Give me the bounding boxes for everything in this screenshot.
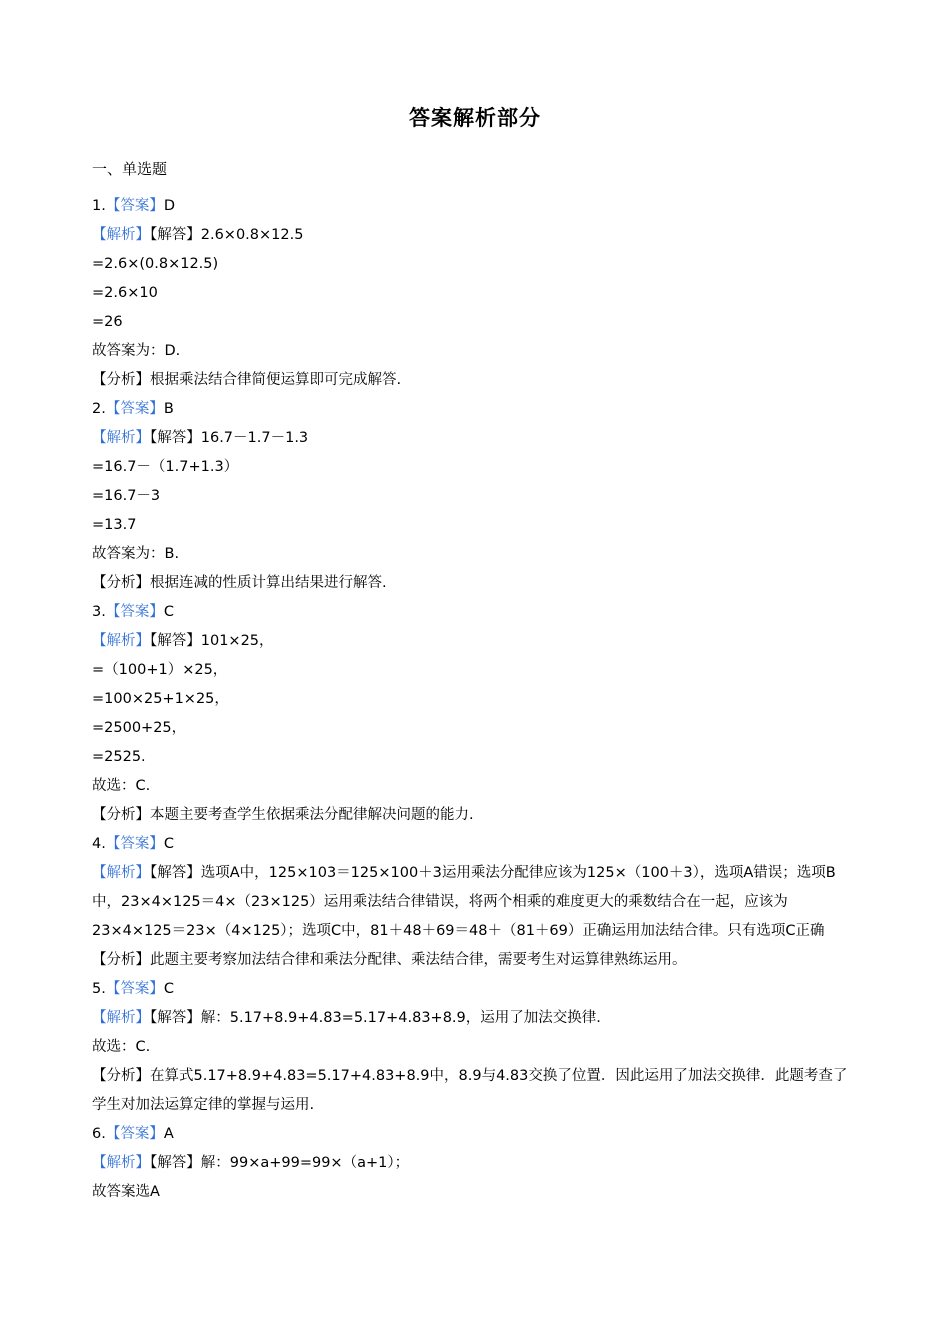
question-number: 3. [92, 604, 106, 620]
answer-line [92, 830, 852, 859]
section-heading: 一、单选题 [92, 160, 168, 178]
explanation-tag: 【解析】 [92, 633, 150, 649]
answer-line [92, 395, 852, 424]
solution-step: =2.6×10 [92, 285, 158, 301]
explanation-line [92, 424, 852, 453]
analysis-line: 【分析】本题主要考查学生依据乘法分配律解决问题的能力. [92, 807, 474, 823]
explanation-line [92, 221, 852, 250]
solution-step: 故答案选A [92, 1184, 160, 1200]
answer-value: B [163, 401, 174, 417]
question-number: 6. [92, 1126, 106, 1142]
explanation-line [92, 859, 852, 946]
solution-step: =100×25+1×25， [92, 691, 229, 707]
question-number: 4. [92, 836, 106, 852]
solution-step: 故答案为：B. [92, 546, 180, 562]
explanation-text: 【解答】选项A中，125×103＝125×100＋3运用乘法分配律应该为125×（100＋3），选项A错误；选项B中，23×4×125＝4×（23×125）运用乘法结合律错误，将两个相乘的难度更大的乘数结合在一起，应该为23×4×125＝23×（4×125）；选项C中，81＋48＋69＝48＋（81＋69）正确运用加法结合律。只有选项C正确 [92, 865, 836, 939]
solution-step: 故答案为：D. [92, 343, 181, 359]
answer-tag: 【答案】 [105, 604, 164, 620]
question-number: 1. [92, 198, 106, 214]
explanation-text: 【解答】2.6×0.8×12.5 [150, 227, 304, 243]
answer-line [92, 192, 852, 221]
solution-step: =26 [92, 314, 123, 330]
solution-step: =16.7－3 [92, 488, 161, 504]
analysis-line: 【分析】根据乘法结合律简便运算即可完成解答. [92, 372, 402, 388]
solution-step: 故选：C. [92, 778, 151, 794]
answer-content [92, 192, 852, 1207]
explanation-text: 【解答】101×25， [150, 633, 274, 649]
solution-step: 故选：C. [92, 1039, 151, 1055]
explanation-tag: 【解析】 [92, 865, 150, 881]
answer-tag: 【答案】 [105, 836, 164, 852]
answer-value: C [163, 836, 174, 852]
question-number: 5. [92, 981, 106, 997]
solution-step: =2525. [92, 749, 146, 765]
analysis-line: 【分析】此题主要考察加法结合律和乘法分配律、乘法结合律，需要考生对运算律熟练运用。 [92, 952, 687, 968]
answer-tag: 【答案】 [105, 1126, 164, 1142]
analysis-line: 【分析】在算式5.17+8.9+4.83=5.17+4.83+8.9中，8.9与4.83交换了位置．因此运用了加法交换律．此题考查了学生对加法运算定律的掌握与运用. [92, 1068, 848, 1113]
answer-value: A [163, 1126, 174, 1142]
answer-tag: 【答案】 [105, 981, 164, 997]
solution-step: =2.6×(0.8×12.5) [92, 256, 219, 272]
explanation-text: 【解答】解：5.17+8.9+4.83=5.17+4.83+8.9，运用了加法交换律. [150, 1010, 601, 1026]
solution-step: =2500+25， [92, 720, 187, 736]
explanation-line [92, 1149, 852, 1178]
explanation-line [92, 627, 852, 656]
page-title: 答案解析部分 [409, 106, 541, 130]
answer-value: C [163, 981, 174, 997]
explanation-tag: 【解析】 [92, 430, 150, 446]
answer-value: D [163, 198, 176, 214]
explanation-line [92, 1004, 852, 1033]
answer-value: C [163, 604, 174, 620]
answer-line [92, 1120, 852, 1149]
answer-tag: 【答案】 [105, 198, 164, 214]
analysis-line: 【分析】根据连减的性质计算出结果进行解答. [92, 575, 387, 591]
explanation-tag: 【解析】 [92, 1155, 150, 1171]
answer-tag: 【答案】 [105, 401, 164, 417]
solution-step: =（100+1）×25， [92, 662, 228, 678]
explanation-text: 【解答】解：99×a+99=99×（a+1）； [150, 1155, 410, 1171]
question-number: 2. [92, 401, 106, 417]
explanation-text: 【解答】16.7－1.7－1.3 [150, 430, 309, 446]
explanation-tag: 【解析】 [92, 227, 150, 243]
solution-step: =16.7－（1.7+1.3） [92, 459, 239, 475]
answer-line [92, 598, 852, 627]
answer-line [92, 975, 852, 1004]
explanation-tag: 【解析】 [92, 1010, 150, 1026]
solution-step: =13.7 [92, 517, 137, 533]
